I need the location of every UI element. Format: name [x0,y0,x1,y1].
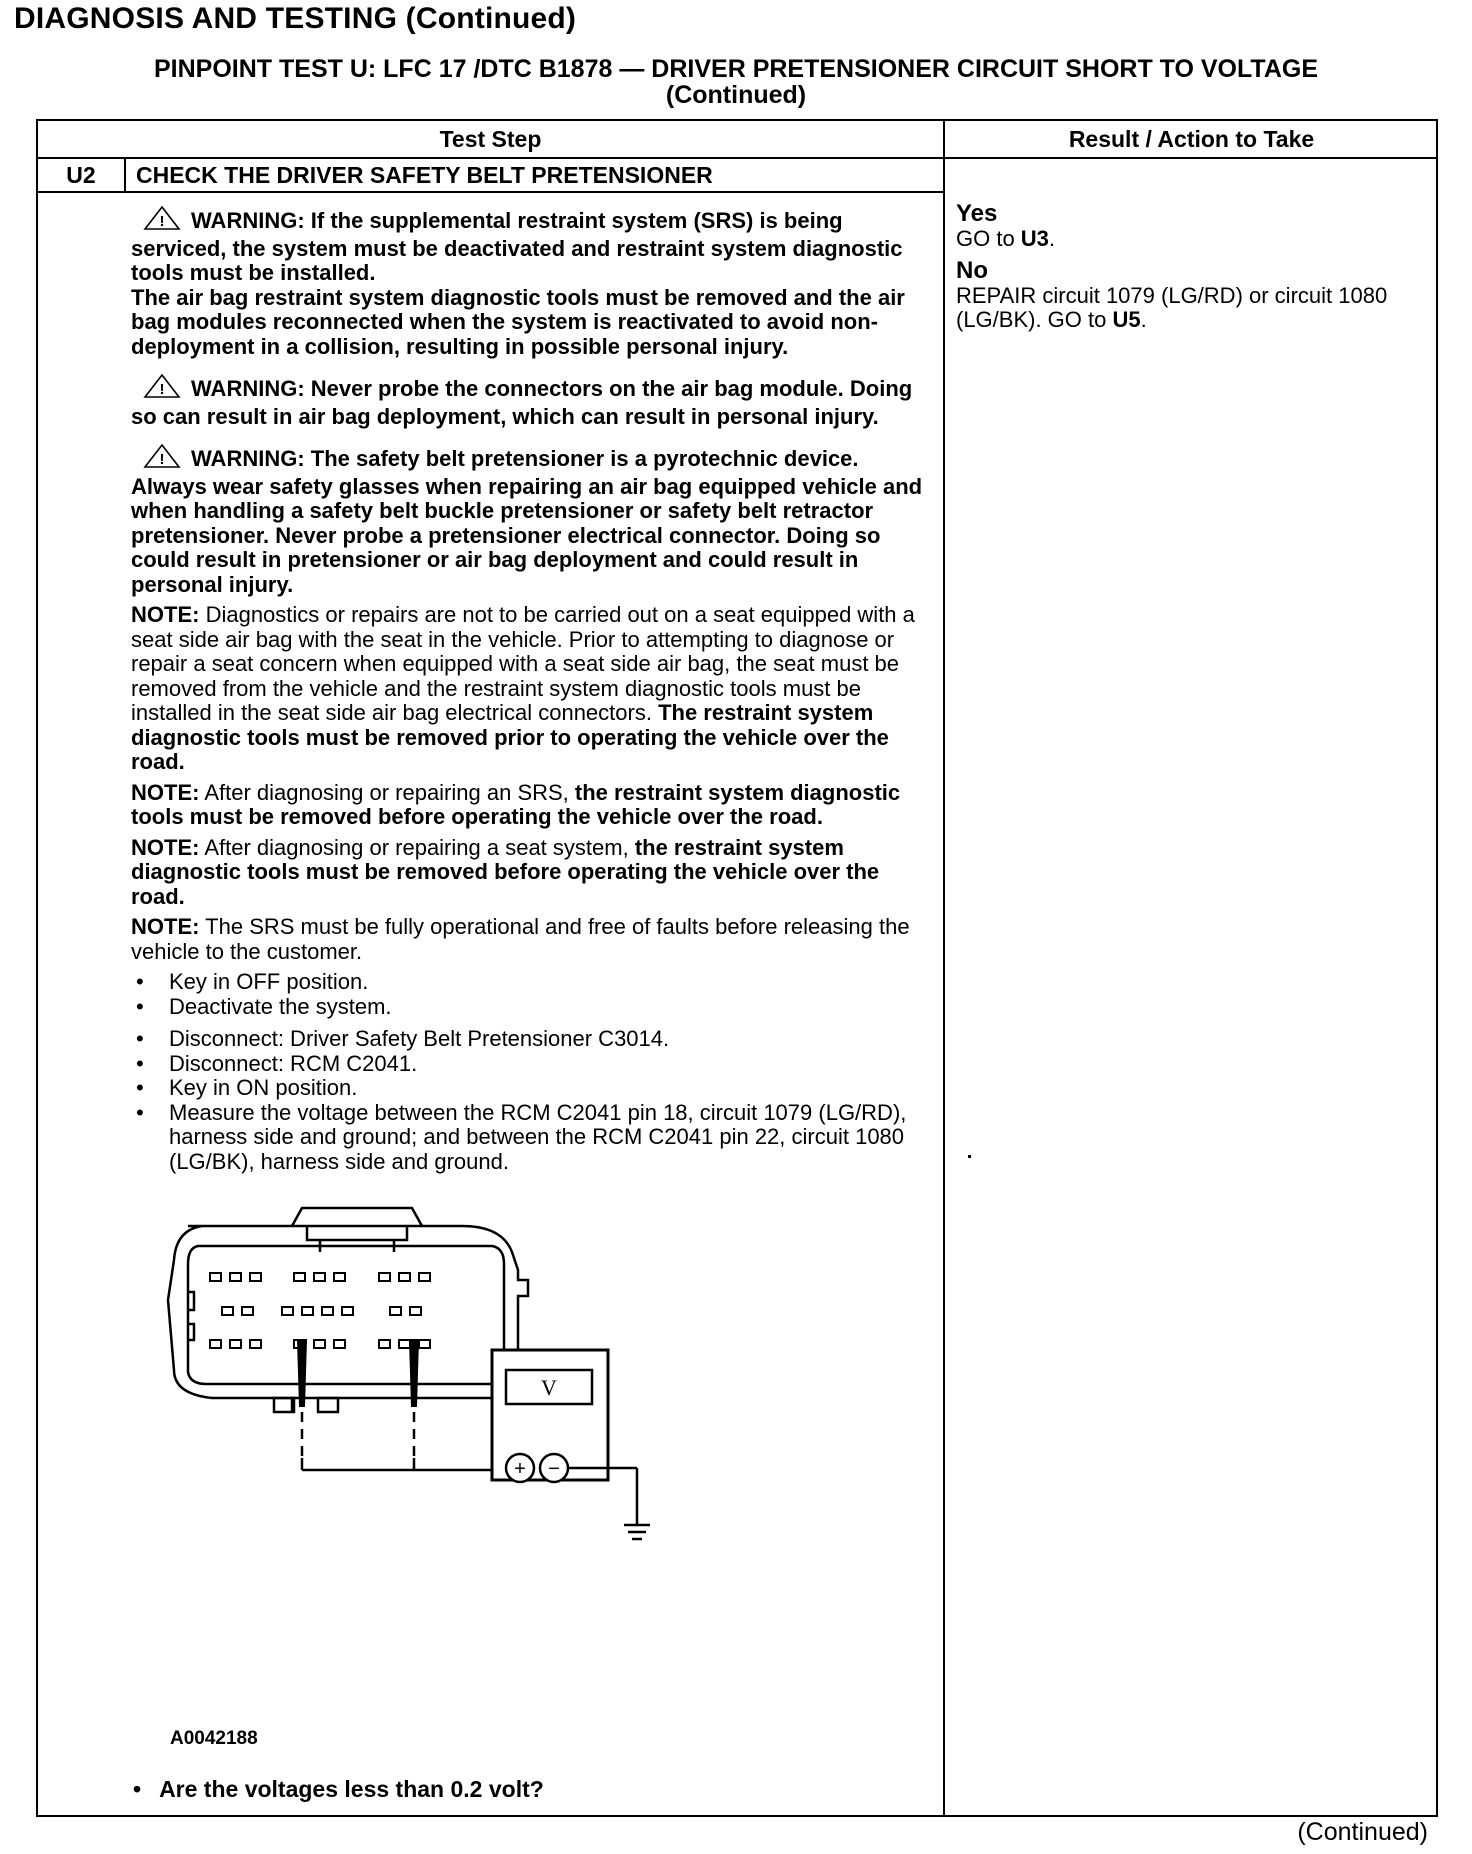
yes-action-period: . [1048,226,1056,251]
column-header-test-step: Test Step [439,126,542,152]
meter-minus-terminal: − [548,1458,560,1480]
connector-bottom-tabs [274,1398,338,1412]
step-id: U2 [38,159,126,191]
warning-text: Never probe the connectors on the air bag module. Doing so can result in air bag deployment, which can result in personal injury. [131,376,913,429]
warning-triangle-icon [143,205,181,237]
connector-voltmeter-diagram [142,1180,782,1745]
continued-footer: (Continued) [1297,1818,1428,1846]
note-label: NOTE: [131,914,200,939]
warning-triangle-icon [143,373,181,405]
note-label: NOTE: [131,834,200,860]
pinpoint-test-heading: PINPOINT TEST U: LFC 17 /DTC B1878 — DRIVER PRETENSIONER CIRCUIT SHORT TO VOLTAGE [153,55,1318,83]
result-yes-label: Yes [956,200,998,227]
connector-latch [292,1208,422,1226]
wiring-diagram-svg [142,1180,782,1740]
page-title: DIAGNOSIS AND TESTING (Continued) [14,2,577,35]
result-yes-action [956,227,1426,252]
note-block [131,915,931,964]
no-action-period: . [1140,307,1147,332]
warning-label: WARNING: [191,208,305,233]
warning-text: If the supplemental restraint system (SRS) is being serviced, the system must be deactivated and restraint system diagnostic tools must be installed. [131,208,903,285]
list-item: • Deactivate the system. [131,995,931,1020]
column-header-result: Result / Action to Take [1068,126,1315,152]
warning-block [131,205,931,359]
note-block [131,781,931,830]
scan-speck [968,1155,971,1158]
warning-block [131,373,931,429]
warning-label: WARNING: [191,446,305,471]
note-text: The SRS must be fully operational and free of faults before releasing the vehicle to the customer. [131,914,910,964]
result-action-column [956,201,1426,339]
note-label: NOTE: [131,602,200,627]
warning-label: WARNING: [191,376,305,401]
warning-text-continued: The air bag restraint system diagnostic tools must be removed and the air bag modules reconnected when the system is reactivated to avoid non-deployment in a collision, resulting in possible personal injury. [131,284,905,359]
no-action-text: REPAIR circuit 1079 (LG/RD) or circuit 1080 (LG/BK). GO to [956,282,1388,332]
column-divider [943,121,945,1815]
svg-text:!: ! [159,213,165,230]
procedure-list [131,970,931,1019]
warning-block [131,443,931,597]
test-question [133,1776,544,1803]
list-item: • Disconnect: Driver Safety Belt Pretensioner C3014. [131,1027,931,1052]
note-text: Diagnostics or repairs are not to be carried out on a seat equipped with a seat side air bag with the seat in the vehicle. Prior to attempting to diagnose or repair a seat concern when equipped with a seat side air bag, the seat must be removed from the vehicle and the restraint system diagnostic tools must be installed in the seat side air bag electrical connectors. [131,602,915,725]
list-item: • Key in OFF position. [131,970,931,995]
result-no-action [956,284,1426,333]
warning-triangle-icon [143,443,181,475]
step-title: CHECK THE DRIVER SAFETY BELT PRETENSIONER [136,162,713,188]
note-emphasis: the restraint system diagnostic tools must be removed before operating the vehicle over the road. [131,779,901,829]
note-label: NOTE: [131,779,200,805]
procedure-list [131,1027,931,1174]
ground-symbol-icon [624,1468,650,1539]
warning-text: The safety belt pretensioner is a pyrotechnic device. Always wear safety glasses when repairing an air bag equipped vehicle and when handling a safety belt buckle pretensioner or safety belt retractor pretensioner. Never probe a pretensioner electrical connector. Doing so could result in pretensioner or air bag deployment and could result in personal injury. [131,446,923,597]
meter-plus-terminal: + [514,1458,526,1480]
voltmeter-label: V [541,1375,557,1400]
pinpoint-test-continued: (Continued) [665,81,807,109]
svg-text:!: ! [159,381,165,398]
list-item: • Measure the voltage between the RCM C2041 pin 18, circuit 1079 (LG/RD), harness side and ground; and between the RCM C2041 pin 22, circuit 1080 (LG/BK), harness side and ground. [131,1101,931,1175]
note-emphasis: the restraint system diagnostic tools must be removed before operating the vehicle over the road. [131,834,880,909]
bullet: • [133,1776,142,1802]
note-text: After diagnosing or repairing an SRS, [204,779,569,805]
note-text: After diagnosing or repairing a seat system, [204,834,629,860]
note-block [131,836,931,910]
yes-target-step-link[interactable]: U3 [1020,226,1049,251]
result-no-label: No [956,256,988,284]
figure-code: A0042188 [170,1728,258,1749]
note-block [131,603,931,775]
connector-pin-cavities [210,1273,430,1348]
list-item: • Disconnect: RCM C2041. [131,1052,931,1077]
yes-action-text: GO to [956,226,1021,251]
no-target-step-link[interactable]: U5 [1112,307,1141,332]
question-text: Are the voltages less than 0.2 volt? [159,1776,544,1802]
note-emphasis: The restraint system diagnostic tools must be removed prior to operating the vehicle over the road. [131,700,889,774]
test-step-body [131,201,931,1176]
step-title-divider [38,191,943,193]
test-probes [298,1340,520,1470]
pinpoint-test-title [36,56,1436,108]
list-item: • Key in ON position. [131,1076,931,1101]
svg-text:!: ! [159,451,165,468]
